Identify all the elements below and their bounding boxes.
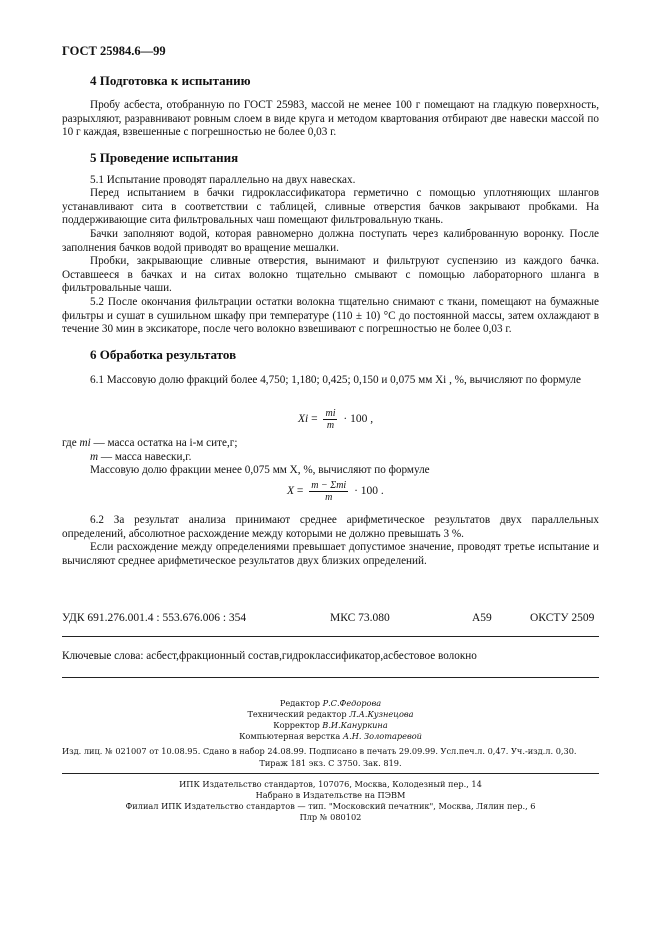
udk-code: УДК 691.276.001.4 : 553.676.006 : 354 <box>62 612 247 624</box>
imprint-divider <box>62 773 599 774</box>
imprint-layout-label: Компьютерная верстка <box>239 731 343 741</box>
imprint-tech-name: Л.А.Кузнецова <box>349 709 414 719</box>
section-5-p2 <box>62 187 599 228</box>
section-4-text <box>62 99 599 140</box>
imprint-publication-line-2: Тираж 181 экз. С 3750. Зак. 819. <box>259 758 402 768</box>
section-4-text-content: Пробу асбеста, отобранную по ГОСТ 25983, массой не менее 100 г помещают на гладкую поверхность, разрыхляют, разравнивают ровным слоем в виде круга и методом квартования отбирают две навески массой по 10 г каждая, взвешенные с погрешностью не более 0,03 г. <box>62 99 599 139</box>
formula-1-lhs: Xi <box>298 413 309 426</box>
imprint-layout <box>0 731 661 741</box>
section-5-p3 <box>62 228 599 255</box>
formula-2-denominator: m <box>325 492 333 503</box>
section-5-p2-text: Перед испытанием в бачки гидроклассификатора герметично с помощью уплотняющих шлангов устанавливают сита в соответствии с таблицей, сливные отверстия бачков закрывают пробками. На поддерживающие сита фильтровальных чаш помещают фильтровальную ткань. <box>62 187 599 227</box>
okstu-code: ОКСТУ 2509 <box>530 612 595 624</box>
imprint-editor <box>0 698 661 708</box>
section-5-p1 <box>62 174 599 188</box>
where-mi-text: — масса остатка на i-м сите,г; <box>90 437 238 449</box>
footer-divider-bottom <box>62 677 599 678</box>
section-5-p1-text: 5.1 Испытание проводят параллельно на двух навесках. <box>90 174 356 186</box>
imprint-corr-label: Корректор <box>273 720 323 730</box>
section-6-p3-text: 6.2 За результат анализа принимают среднее арифметическое результатов двух параллельных определений, абсолютное расхождение между которыми не должно превышать 3 %. <box>62 514 599 540</box>
formula-1-numerator: mi <box>325 408 336 419</box>
section-5-p5 <box>62 296 599 337</box>
imprint-org-1: ИПК Издательство стандартов, 107076, Москва, Колодезный пер., 14 <box>179 779 482 789</box>
imprint-publication-line-1: Изд. лиц. № 021007 от 10.08.95. Сдано в набор 24.08.99. Подписано в печать 29.09.99. Усл.печ.л. 0,47. Уч.-изд.л. 0,30. <box>62 746 577 756</box>
section-4-title: 4 Подготовка к испытанию <box>90 73 251 88</box>
section-6-p1-text: 6.1 Массовую долю фракций более 4,750; 1,180; 0,425; 0,150 и 0,075 мм Xi , %, вычисляют по формуле <box>90 374 581 386</box>
section-6-p4 <box>62 541 599 568</box>
section-6-p1 <box>62 374 599 388</box>
section-5-p4-text: Пробки, закрывающие сливные отверстия, вынимают и фильтруют суспензию из каждого бачка. Оставшееся в бачках и на ситах волокно тщательно смывают с помощью лабораторного шланга в фильтровальные чаши. <box>62 255 599 295</box>
keywords: Ключевые слова: асбест,фракционный состав,гидроклассификатор,асбестовое волокно <box>62 650 477 662</box>
mks-code: МКС 73.080 <box>330 612 390 624</box>
where-m-text: — масса навески,г. <box>98 451 192 463</box>
section-5-p5-text: 5.2 После окончания фильтрации остатки волокна тщательно снимают с ткани, помещают на бумажные фильтры и сушат в сушильном шкафу при температуре (110 ± 10) °С до постоянной массы, затем охлаждают в течение 30 мин в эксикаторе, после чего волокно взвешивают с погрешностью не более 0,03 г. <box>62 296 599 336</box>
section-6-p4-text: Если расхождение между определениями превышает допустимое значение, проводят третье испытание и вычисляют среднее арифметическое результатов двух близких определений. <box>62 541 599 567</box>
footer-divider-top <box>62 636 599 637</box>
formula-1 <box>298 408 373 431</box>
where-m <box>90 451 191 463</box>
imprint-corrector <box>0 720 661 730</box>
imprint-editor-name: Р.С.Федорова <box>322 698 382 708</box>
section-5-title: 5 Проведение испытания <box>90 150 239 165</box>
imprint-org-3: Филиал ИПК Издательство стандартов — тип. "Московский печатник", Москва, Лялин пер., 6 <box>125 801 536 811</box>
section-6-p2 <box>62 464 599 478</box>
standard-code: ГОСТ 25984.6—99 <box>62 44 166 58</box>
imprint-editor-label: Редактор <box>279 698 323 708</box>
formula-1-fraction <box>323 408 337 431</box>
where-label: где <box>62 437 77 449</box>
imprint-corr-name: В.И.Кануркина <box>322 720 388 730</box>
imprint-org-4: Плр № 080102 <box>299 812 362 822</box>
where-m-symbol: m <box>90 451 99 463</box>
a59-code: А59 <box>472 612 492 624</box>
imprint-layout-name: А.Н. Золотаревой <box>342 731 422 741</box>
section-5-p3-text: Бачки заполняют водой, которая равномерно должна поступать через калиброванную воронку. После заполнения бачков водой приводят во вращение мешалки. <box>62 228 599 254</box>
section-6-title: 6 Обработка результатов <box>90 347 237 362</box>
formula-2 <box>287 480 384 503</box>
formula-2-rhs: · 100 . <box>354 485 384 498</box>
formula-1-eq: = <box>311 413 318 426</box>
imprint-tech-label: Технический редактор <box>247 709 350 719</box>
formula-2-numerator: m − Σmi <box>311 480 347 491</box>
section-5-p4 <box>62 255 599 296</box>
section-6-p2-text: Массовую долю фракции менее 0,075 мм X, %, вычисляют по формуле <box>90 464 430 476</box>
formula-2-fraction <box>309 480 348 503</box>
formula-2-eq: = <box>296 485 304 498</box>
where-mi <box>62 437 238 449</box>
formula-2-lhs: X <box>287 485 295 498</box>
imprint-org-2: Набрано в Издательстве на ПЭВМ <box>255 790 406 800</box>
section-6-p3 <box>62 514 599 541</box>
formula-1-rhs: · 100 , <box>343 413 374 426</box>
where-mi-symbol: mi <box>79 437 91 449</box>
imprint-tech-editor <box>0 709 661 719</box>
formula-1-denominator: m <box>326 420 335 431</box>
